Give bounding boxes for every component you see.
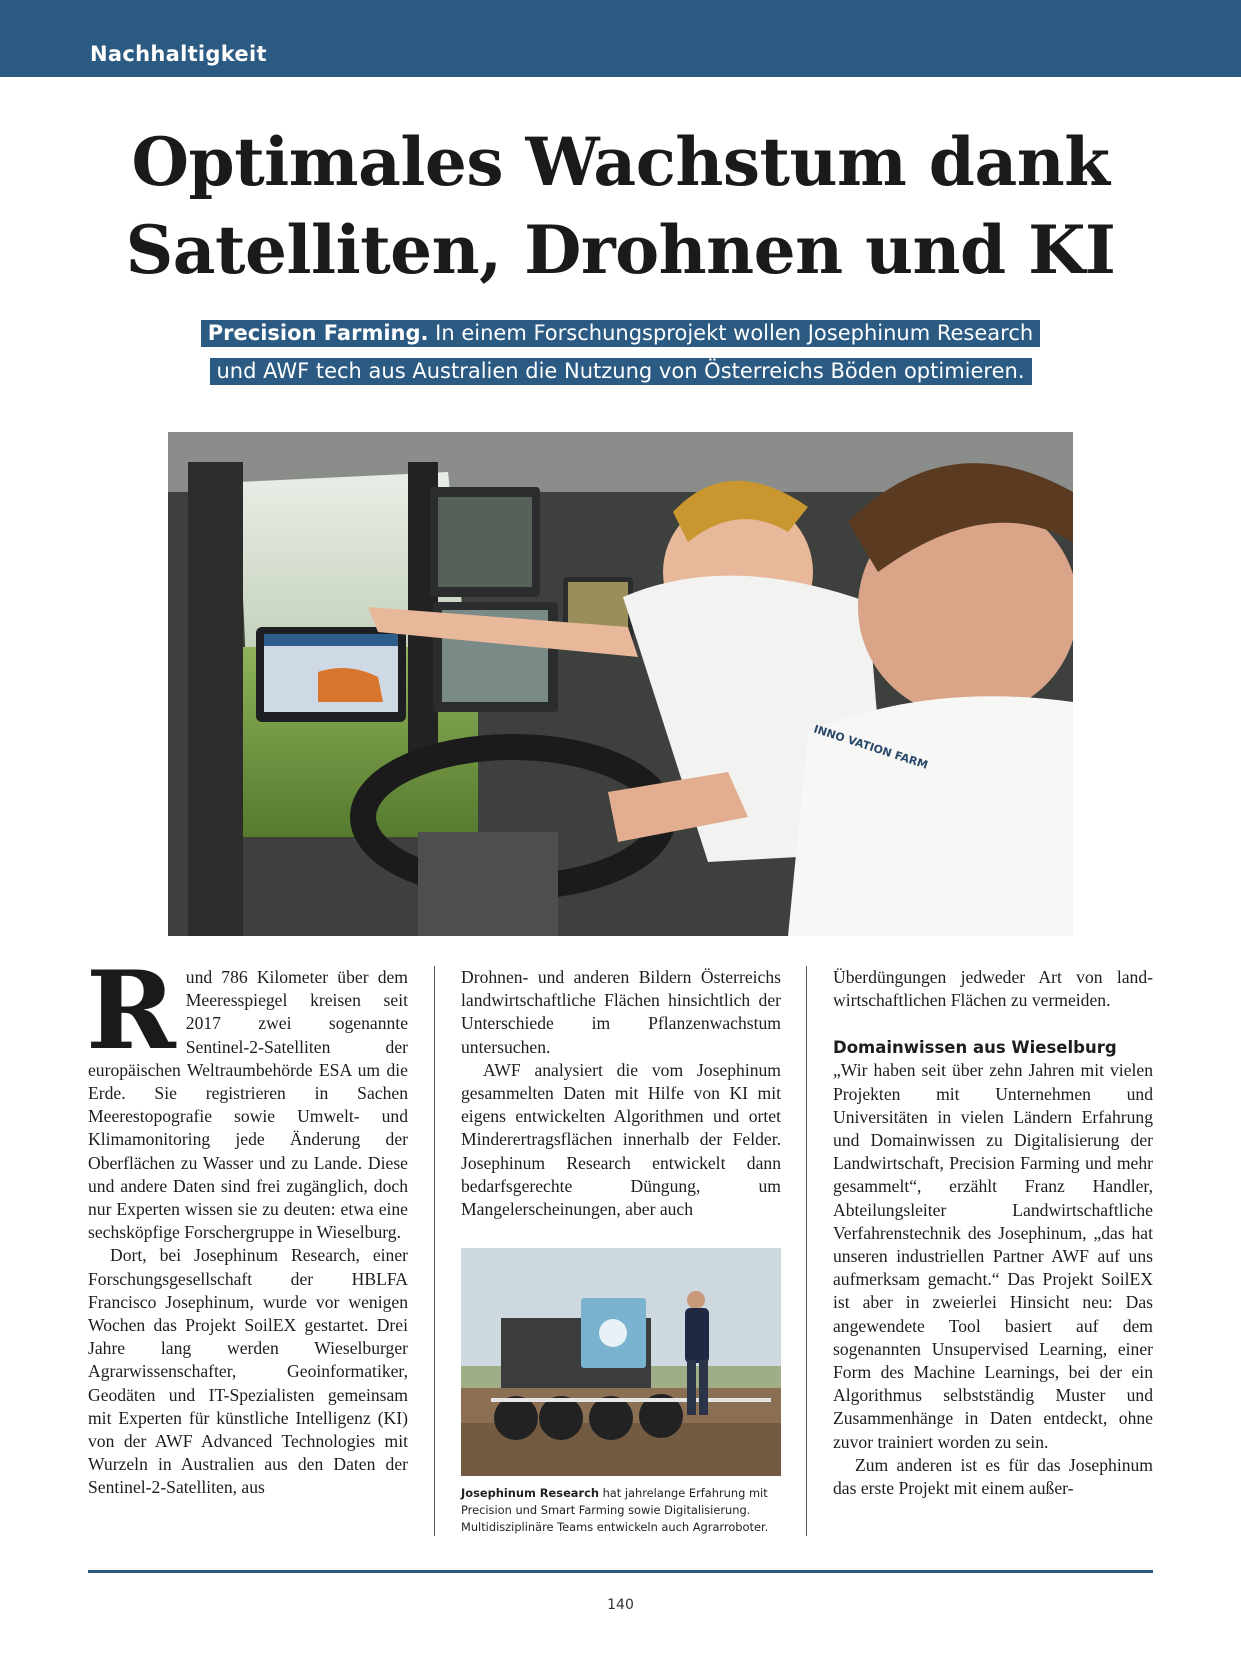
photo-caption (461, 1485, 791, 1536)
lead-line-1 (0, 319, 1241, 347)
column-divider-2 (806, 966, 807, 1536)
lead-line-2-text: und AWF tech aus Australien die Nutzung von Österreichs Böden optimieren. (210, 358, 1032, 385)
footer-rule (88, 1570, 1153, 1573)
column-3-paragraph-1: Überdüngungen jedweder Art von landwirtschaftlichen Flächen zu vermeiden. (833, 967, 1153, 1011)
lead-label: Precision Farming. (207, 321, 429, 345)
article-column-3 (833, 966, 1153, 1500)
column-2-paragraph-1: Drohnen- und anderen Bildern Österreichs landwirtschaftliche Flächen hinsichtlich der Unterschiede im Pflanzenwachstum untersuchen. (461, 967, 781, 1057)
column-divider-1 (434, 966, 435, 1536)
robot-photo (461, 1248, 781, 1476)
caption-text: hat jahrelange Erfahrung mit Precision und Smart Farming sowie Digitalisierung. Multidisziplinäre Teams entwickeln auch Agrarroboter. (461, 1486, 769, 1534)
column-1-paragraph-2: Dort, bei Josephinum Research, einer Forschungsgesellschaft der HBLFA Francisco Josephinum, wurde vor wenigen Wochen das Projekt SoilEX gestartet. Drei Jahre lang werden Wieselburger Agrarwissenschafter, Geoinformatiker, Geodäten und IT-Spezialisten gemeinsam mit Experten für künstliche Intelligenz (KI) von der AWF Advanced Technologies mit Wurzeln in Australien aus den Daten der Sentinel-2-Satelliten, aus (88, 1245, 408, 1498)
column-1-paragraph-1: und 786 Kilometer über dem Meeresspiegel kreisen seit 2017 zwei sogenannte Sentinel-2-Satelliten der europäischen Weltraumbehörde ESA um die Erde. Sie registrieren in Sachen Meerestopografie sowie Umwelt- und Klimamonitoring jede Änderung der Oberflächen zu Wasser und zu Lande. Diese und andere Daten sind frei zugänglich, doch nur Experten wissen sie zu deuten: etwa eine sechsköpfige Forschergruppe in Wieselburg. (88, 967, 408, 1243)
drop-cap: R (86, 948, 176, 1074)
article-column-1 (86, 948, 408, 1500)
lead-line-2 (0, 357, 1241, 385)
column-2-paragraph-2: AWF analysiert die vom Josephinum gesammelten Daten mit Hilfe von KI mit eigens entwickelten Algorithmen und ortet Minderertragsflächen innerhalb der Felder. Josephinum Research entwickelt dann bedarfsgerechte Düngung, um Mangelerscheinungen, aber auch (461, 1059, 781, 1220)
hero-photo (168, 432, 1073, 936)
section-label: Nachhaltigkeit (90, 42, 267, 66)
article-headline (60, 118, 1181, 294)
headline-line-2: Satelliten, Drohnen und KI (125, 211, 1116, 289)
lead-line-1-text: In einem Forschungsprojekt wollen Josephinum Research (428, 321, 1034, 345)
caption-label: Josephinum Research (461, 1486, 599, 1500)
article-subheading: Domainwissen aus Wieselburg (833, 1038, 1117, 1058)
shirt-logo-text: INNO VATION FARM (812, 722, 930, 772)
headline-line-1: Optimales Wachstum dank (131, 123, 1110, 201)
article-column-2 (461, 966, 781, 1221)
column-3-paragraph-3: Zum anderen ist es für das Josephinum das erste Projekt mit einem außer- (833, 1454, 1153, 1499)
page-number: 140 (607, 1597, 634, 1613)
column-3-paragraph-2: „Wir haben seit über zehn Jahren mit vielen Projekten mit Unternehmen und Universitäten in vielen Ländern Erfahrung und Domainwissen zu Digitalisierung der Landwirtschaft, Precision Farming und mehr gesammelt“, erzählt Franz Handler, Abteilungsleiter Landwirtschaftliche Verfahrenstechnik des Josephinum, „das hat unseren industriellen Partner AWF auf uns aufmerksam gemacht.“ Das Projekt SoilEX ist aber in zweierlei Hinsicht neu: Das angewendete Tool basiert auf dem sogenannten Unsupervised Learning, einer Form des Machine Learnings, bei der ein Algorithmus selbstständig Muster und Zusammenhänge in Daten entdeckt, ohne zuvor trainiert worden zu sein. (833, 1060, 1153, 1452)
